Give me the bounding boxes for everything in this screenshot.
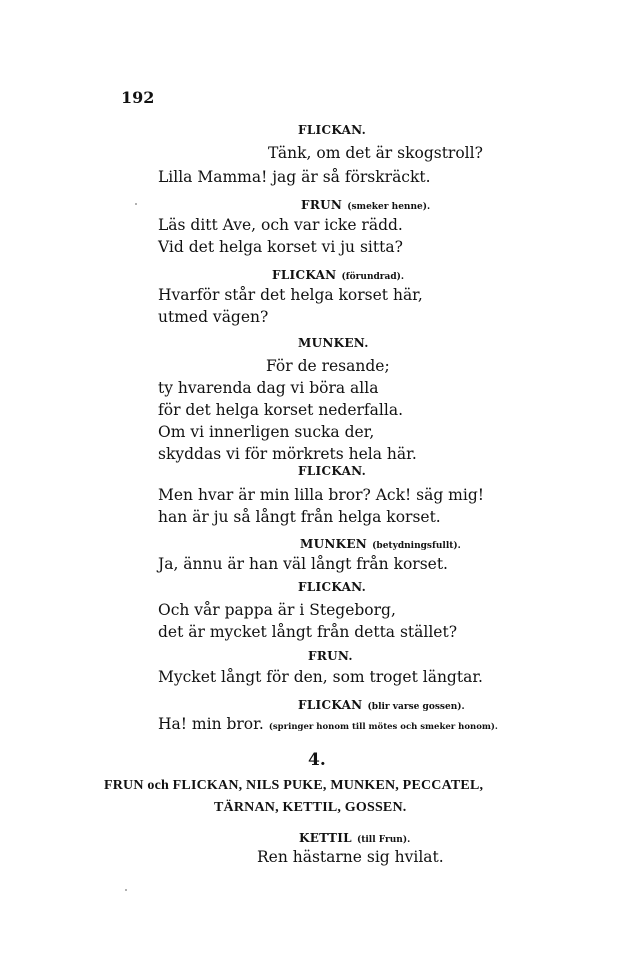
verse-line: För de resande;: [266, 357, 390, 375]
speaker-line: [272, 266, 404, 282]
stage-direction: (springer honom till mötes och smeker honom).: [268, 722, 498, 732]
speaker-heading: FLICKAN.: [298, 580, 367, 594]
speaker-line: [300, 535, 461, 551]
verse-line: utmed vägen?: [158, 308, 269, 326]
stage-direction: (förundrad).: [341, 272, 405, 282]
verse-line-with-direction: [158, 716, 498, 733]
speaker-heading: FLICKAN.: [298, 464, 367, 478]
page-number: 192: [121, 88, 155, 107]
print-speck: [125, 889, 127, 891]
stage-direction: (betydningsfullt).: [372, 541, 461, 551]
verse-line: ty hvarenda dag vi böra alla: [158, 379, 379, 397]
speaker-heading: FLICKAN.: [298, 123, 367, 137]
speaker-heading: MUNKEN.: [298, 336, 369, 350]
speaker-heading: KETTIL: [299, 831, 352, 845]
verse-line: Hvarför står det helga korset här,: [158, 286, 423, 304]
verse-text: Ha! min bror.: [158, 715, 264, 733]
verse-line: Om vi innerligen sucka der,: [158, 423, 375, 441]
verse-line: för det helga korset nederfalla.: [158, 401, 403, 419]
speaker-heading: FRUN.: [308, 649, 353, 663]
verse-line: skyddas vi för mörkrets hela här.: [158, 445, 417, 463]
speaker-heading: FLICKAN: [272, 268, 337, 282]
verse-line: Ren hästarne sig hvilat.: [257, 848, 444, 866]
stage-direction: (smeker henne).: [347, 202, 431, 212]
stage-direction: (till Frun).: [356, 835, 411, 845]
verse-line: Läs ditt Ave, och var icke rädd.: [158, 216, 403, 234]
print-speck: [135, 203, 137, 205]
verse-line: Lilla Mamma! jag är så förskräckt.: [158, 168, 431, 186]
verse-line: Tänk, om det är skogstroll?: [268, 144, 483, 162]
verse-line: Men hvar är min lilla bror? Ack! säg mig!: [158, 486, 484, 504]
speaker-heading: MUNKEN: [300, 537, 368, 551]
speaker-heading: FLICKAN: [298, 698, 363, 712]
speaker-line: [298, 696, 465, 712]
verse-line: han är ju så långt från helga korset.: [158, 508, 441, 526]
scene-number: 4.: [308, 750, 326, 770]
verse-line: Vid det helga korset vi ju sitta?: [158, 238, 403, 256]
verse-line: Mycket långt för den, som troget längtar.: [158, 668, 483, 686]
verse-line: Och vår pappa är i Stegeborg,: [158, 601, 396, 619]
speaker-heading: FRUN: [301, 198, 343, 212]
cast-list-line: TÄRNAN, KETTIL, GOSSEN.: [214, 800, 407, 815]
speaker-line: [299, 829, 410, 845]
verse-line: Ja, ännu är han väl långt från korset.: [158, 555, 448, 573]
speaker-line: [301, 196, 430, 212]
stage-direction: (blir varse gossen).: [367, 702, 465, 712]
verse-line: det är mycket långt från detta stället?: [158, 623, 458, 641]
cast-list-line: FRUN och FLICKAN, NILS PUKE, MUNKEN, PECCATEL,: [104, 778, 484, 793]
